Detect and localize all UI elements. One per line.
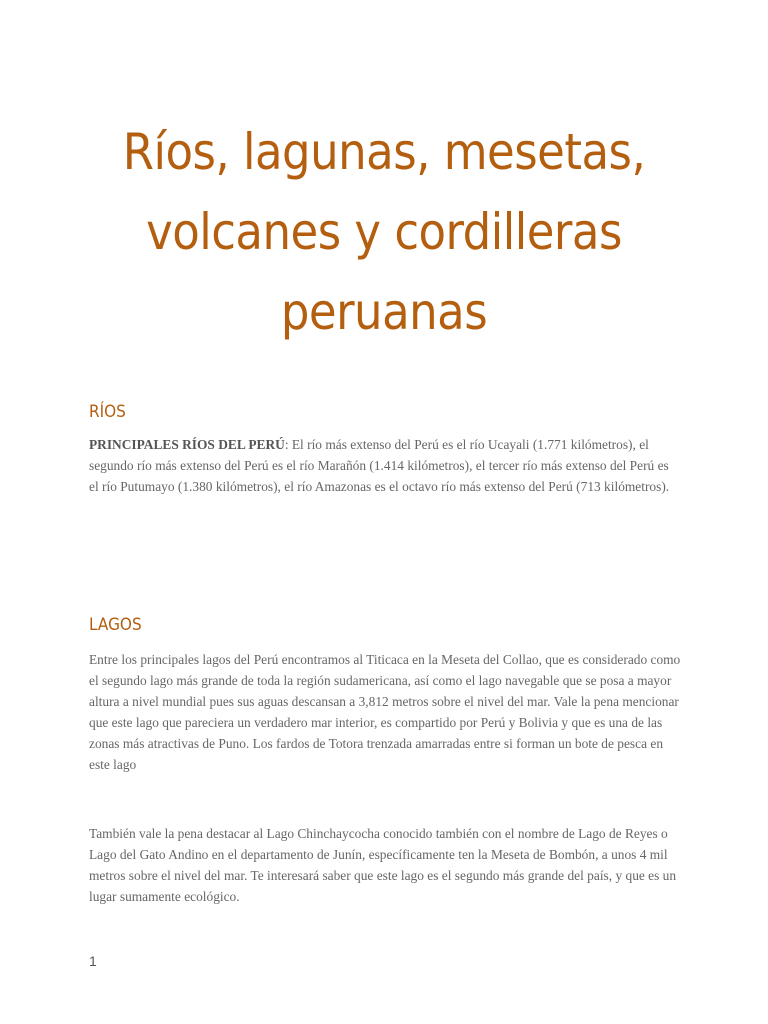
paragraph-rios-text: : El río más extenso del Perú es el río Ucayali (1.771 kilómetros), el segundo río más extenso del Perú es el río Marañón (1.414 kilómetros), el tercer río más extenso del Perú es el río Putumayo (1.380 kilómetros), el río Amazonas es el octavo río más extenso del Perú (713 kilómetros). <box>89 437 670 494</box>
title-line-2: volcanes y cordilleras <box>146 203 622 261</box>
paragraph-lagos-chinchaycocha: También vale la pena destacar al Lago Chinchaycocha conocido también con el nombre de Lago de Reyes o Lago del Gato Andino en el departamento de Junín, específicamente ten la Meseta de Bombón, a unos 4 mil metros sobre el nivel del mar. Te interesará saber que este lago es el segundo más grande del país, y que es un lugar sumamente ecológico. <box>89 826 677 904</box>
section-heading-rios: RÍOS <box>89 402 126 422</box>
paragraph-lagos-titicaca: Entre los principales lagos del Perú encontramos al Titicaca en la Meseta del Collao, que es considerado como el segundo lago más grande de toda la región sudamericana, así como el lago navegable que se posa a mayor altura a nivel mundial pues sus aguas descansan a 3,812 metros sobre el nivel del mar. Vale la pena mencionar que este lago que pareciera un verdadero mar interior, es compartido por Perú y Bolivia y que es una de las zonas más atractivas de Puno. Los fardos de Totora trenzada amarradas entre si forman un bote de pesca en este lago <box>89 652 681 772</box>
paragraph-rios-lead: PRINCIPALES RÍOS DEL PERÚ <box>89 437 285 452</box>
title-line-3: peruanas <box>280 283 488 341</box>
section-heading-lagos: LAGOS <box>89 615 142 635</box>
document-title <box>89 0 679 352</box>
paragraph-rios <box>89 434 679 497</box>
page-number: 1 <box>89 953 97 969</box>
title-line-1: Ríos, lagunas, mesetas, <box>122 123 646 181</box>
